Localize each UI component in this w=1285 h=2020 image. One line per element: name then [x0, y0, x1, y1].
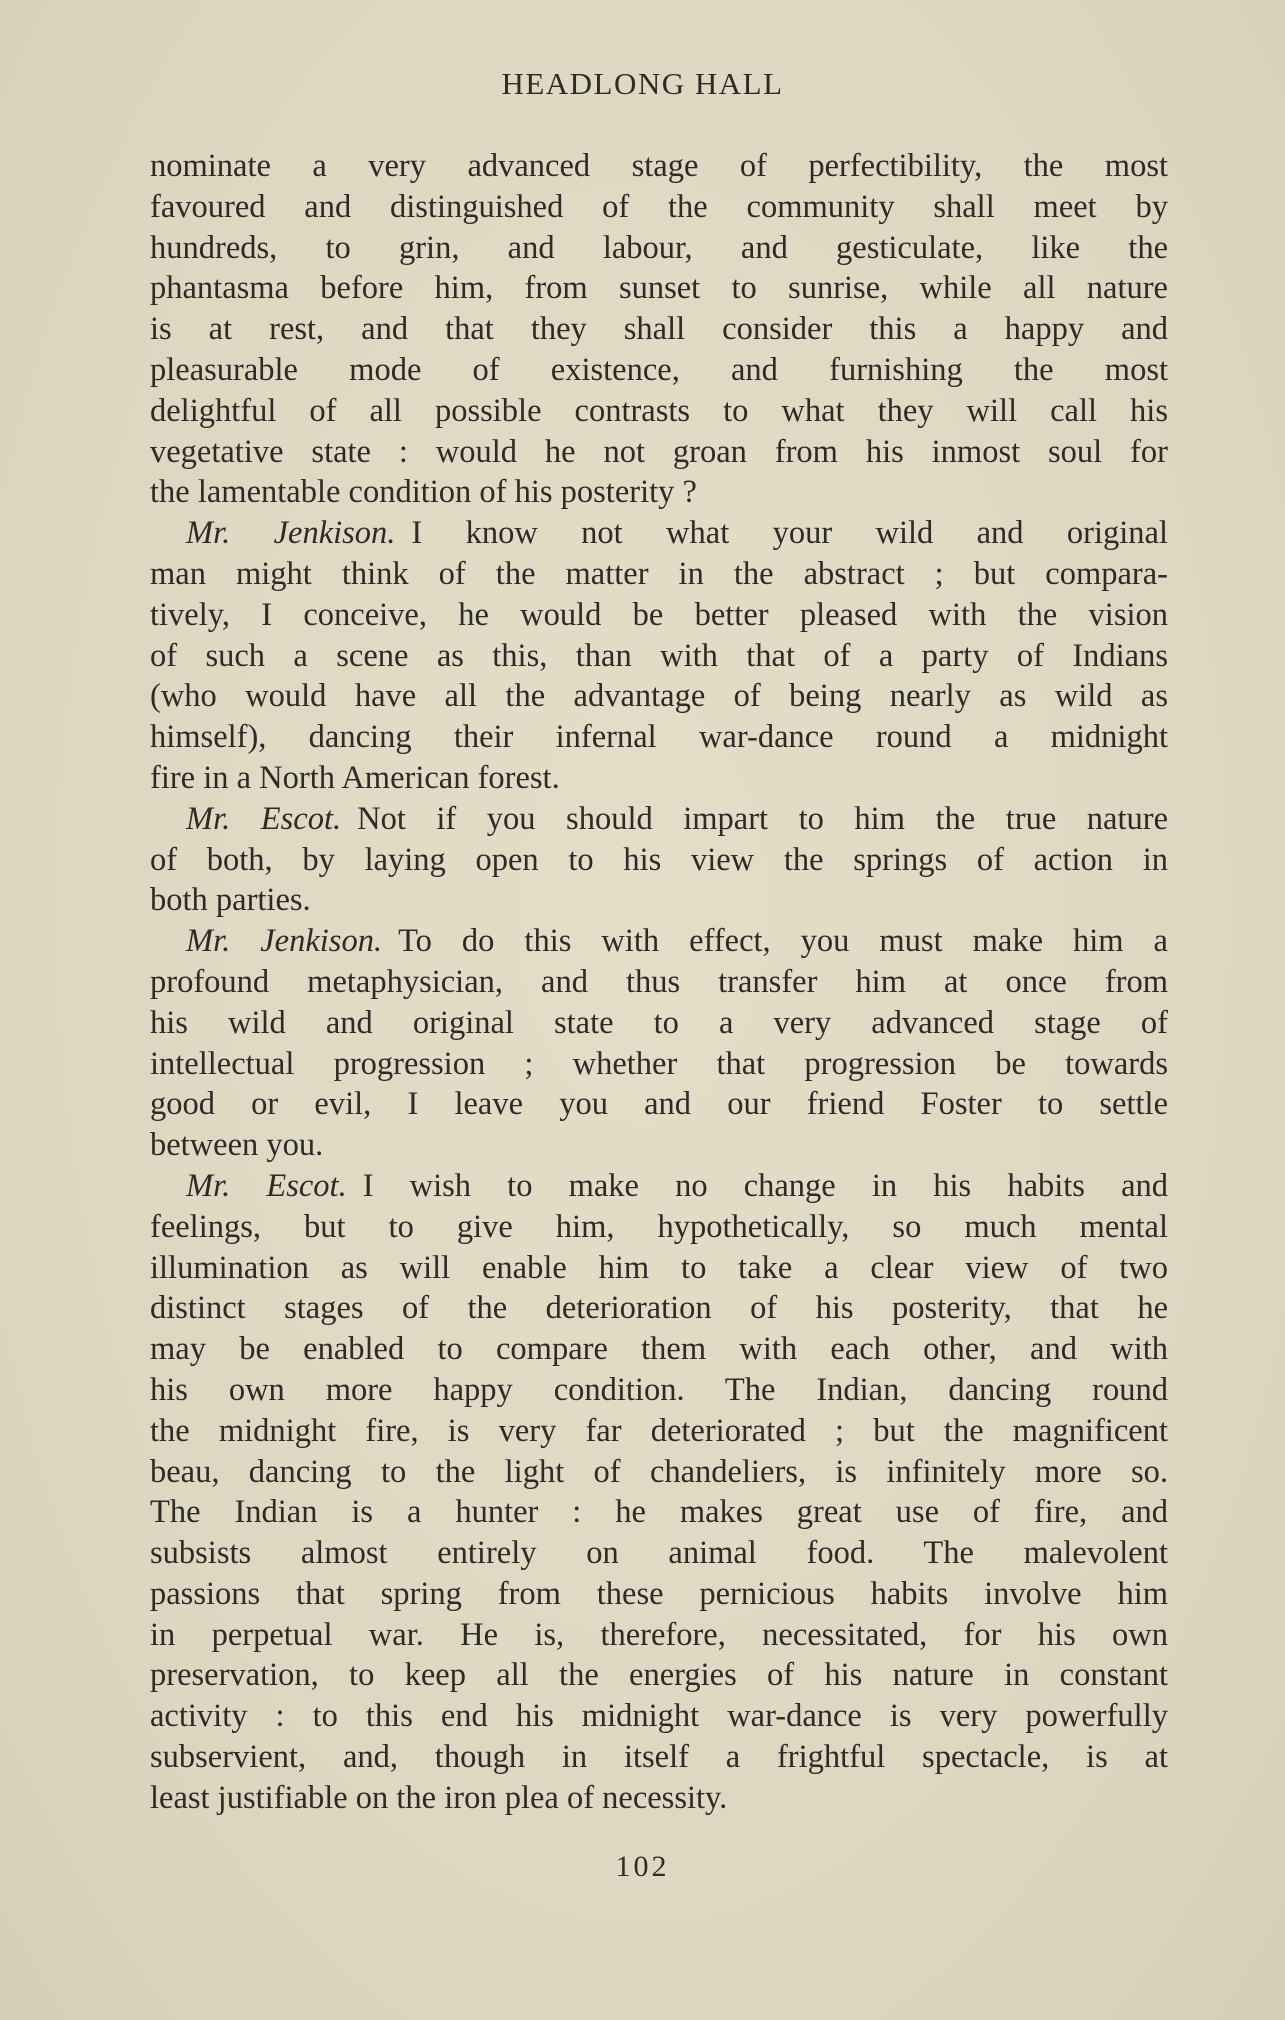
- text-line: [150, 1003, 1168, 1044]
- text-line: [150, 1411, 1168, 1452]
- line-text: both parties.: [150, 882, 311, 919]
- text-line: [150, 962, 1168, 1003]
- line-text: between you.: [150, 1127, 324, 1164]
- text-line: [150, 717, 1168, 758]
- line-text: the lamentable condition of his posterity ?: [150, 474, 697, 511]
- text-line: [150, 758, 1168, 799]
- text-line: [150, 1207, 1168, 1248]
- line-text: nominate a very advanced stage of perfectibility, the most: [150, 148, 1168, 184]
- text-line: [150, 799, 1168, 840]
- line-text: favoured and distinguished of the community shall meet by: [150, 188, 1168, 225]
- text-line: [150, 187, 1168, 228]
- text-line: [150, 1288, 1168, 1329]
- line-text: man might think of the matter in the abstract ; but compara-: [150, 555, 1168, 592]
- line-text: subsists almost entirely on animal food. The malevolent: [150, 1535, 1168, 1572]
- text-line: [150, 1084, 1168, 1125]
- line-text: tively, I conceive, he would be better pleased with the vision: [150, 596, 1168, 633]
- text-line: [150, 1533, 1168, 1574]
- text-line: [150, 1492, 1168, 1533]
- text-line: [150, 513, 1168, 554]
- text-line: [150, 1452, 1168, 1493]
- line-text: passions that spring from these pernicious habits involve him: [150, 1575, 1168, 1612]
- page-number: 102: [615, 1850, 670, 1883]
- text-line: [150, 228, 1168, 269]
- line-text: himself), dancing their infernal war-dance round a midnight: [150, 719, 1168, 756]
- line-text: The Indian is a hunter : he makes great use of fire, and: [150, 1494, 1168, 1531]
- text-line: [150, 595, 1168, 636]
- text-line: [150, 350, 1168, 391]
- speaker-name: Mr. Escot.: [186, 800, 342, 837]
- speaker-name: Mr. Jenkison.: [186, 923, 383, 960]
- line-text: profound metaphysician, and thus transfer him at once from: [150, 963, 1168, 1000]
- line-text: good or evil, I leave you and our friend Foster to settle: [150, 1086, 1168, 1123]
- text-line: [150, 1574, 1168, 1615]
- line-text: of such a scene as this, than with that of a party of Indians: [150, 637, 1168, 674]
- running-head: HEADLONG HALL: [501, 66, 784, 101]
- text-line: [150, 1329, 1168, 1370]
- line-text: fire in a North American forest.: [150, 759, 560, 796]
- line-text: vegetative state : would he not groan from his inmost soul for: [150, 433, 1168, 470]
- line-text: activity : to this end his midnight war-dance is very powerfully: [150, 1698, 1168, 1735]
- text-line: [150, 1615, 1168, 1656]
- text-line: [150, 146, 1168, 187]
- text-line: [150, 472, 1168, 513]
- line-text: (who would have all the advantage of being nearly as wild as: [150, 678, 1168, 715]
- line-text: Not if you should impart to him the true nature: [357, 800, 1169, 837]
- text-line: [150, 1044, 1168, 1085]
- text-line: [150, 636, 1168, 677]
- text-line: [150, 676, 1168, 717]
- text-line: [150, 554, 1168, 595]
- line-text: I wish to make no change in his habits and: [362, 1167, 1168, 1204]
- speaker-name: Mr. Jenkison.: [186, 515, 396, 552]
- line-text: beau, dancing to the light of chandeliers, is infinitely more so.: [150, 1453, 1168, 1490]
- line-text: may be enabled to compare them with each other, and with: [150, 1331, 1168, 1368]
- line-text: illumination as will enable him to take a clear view of two: [150, 1249, 1168, 1286]
- text-line: [150, 432, 1168, 473]
- text-line: [150, 1696, 1168, 1737]
- text-line: [150, 268, 1168, 309]
- line-text: the midnight fire, is very far deteriorated ; but the magnificent: [150, 1412, 1168, 1449]
- line-text: subservient, and, though in itself a frightful spectacle, is at: [150, 1739, 1168, 1776]
- line-text: distinct stages of the deterioration of his posterity, that he: [150, 1290, 1168, 1327]
- line-text: intellectual progression ; whether that progression be towards: [150, 1045, 1168, 1082]
- speaker-name: Mr. Escot.: [186, 1167, 347, 1204]
- text-line: [150, 1737, 1168, 1778]
- line-text: pleasurable mode of existence, and furnishing the most: [150, 351, 1168, 388]
- text-line: [150, 840, 1168, 881]
- line-text: hundreds, to grin, and labour, and gesticulate, like the: [150, 229, 1168, 266]
- text-line: [150, 1655, 1168, 1696]
- line-text: his wild and original state to a very advanced stage of: [150, 1004, 1168, 1041]
- line-text: is at rest, and that they shall consider this a happy and: [150, 311, 1168, 348]
- line-text: To do this with effect, you must make him a: [398, 923, 1168, 960]
- line-text: of both, by laying open to his view the springs of action in: [150, 841, 1168, 878]
- text-line: [150, 1166, 1168, 1207]
- line-text: his own more happy condition. The Indian, dancing round: [150, 1371, 1168, 1408]
- body-text: [150, 146, 1168, 1819]
- line-text: in perpetual war. He is, therefore, necessitated, for his own: [150, 1616, 1168, 1653]
- text-line: [150, 1248, 1168, 1289]
- text-line: [150, 880, 1168, 921]
- line-text: phantasma before him, from sunset to sunrise, while all nature: [150, 270, 1168, 307]
- line-text: least justifiable on the iron plea of necessity.: [150, 1779, 728, 1816]
- line-text: I know not what your wild and original: [411, 515, 1168, 552]
- text-line: [150, 391, 1168, 432]
- text-line: [150, 309, 1168, 350]
- line-text: preservation, to keep all the energies of his nature in constant: [150, 1657, 1168, 1694]
- text-line: [150, 1125, 1168, 1166]
- text-line: [150, 1778, 1168, 1819]
- line-text: feelings, but to give him, hypothetically, so much mental: [150, 1208, 1168, 1245]
- line-text: delightful of all possible contrasts to what they will call his: [150, 392, 1168, 429]
- text-line: [150, 1370, 1168, 1411]
- text-line: [150, 921, 1168, 962]
